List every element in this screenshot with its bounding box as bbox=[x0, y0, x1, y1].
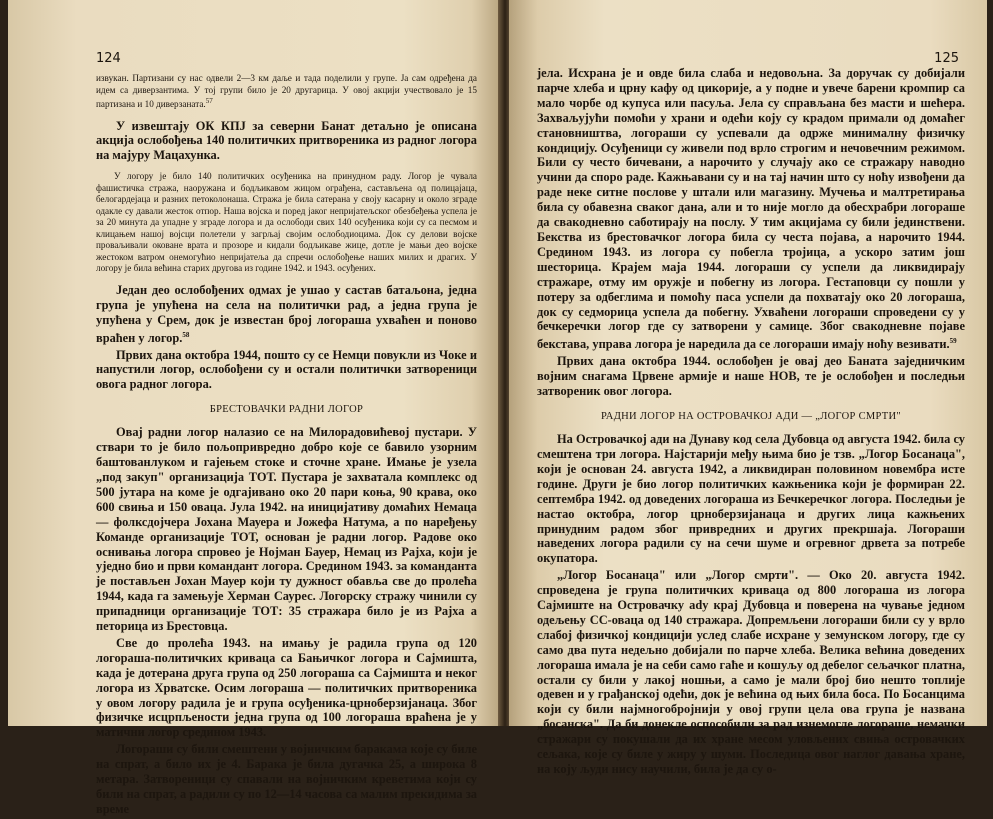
paragraph: Један део ослобођених одмах је ушао у састав батаљона, једна група је упућена на села на политички рад, а једна група је упућена у Срем, док је известан број логораша ухваћен и поново враћен у логор.$^{58}$ bbox=[96, 282, 477, 345]
right-page-text bbox=[537, 66, 965, 779]
paragraph: јела. Исхрана је и овде била слаба и недовољна. За доручак су добијали парче хлеба и црну кафу од цикорије, а у подне и увече барени кромпир са мало чорбе од купуса или пасуља. Јела су справљана без масти и шећера. Захваљујући помоћи у храни и одећи коју су крадом примали од домаћег становништва, логораши су успевали да одрже минималну физичку кондицију. Осуђеници су живели под врло строгим и нечовечним режимом. Били су често бичевани, а нарочито у случају ако се стражару наводно учини да споро раде. Кажњавани су и на тај начин што су ноћу извођени да раде неке ситне послове у штали или магазину. Мучења и малтретирања била су обавезна сваког дана, али и то није могло да обесхрабри логораше да свакодневно саботирају на послу. У тим акцијама су били јединствени. Бекства из брестовачког логора била су честа појава, а нарочито 1944. Средином 1943. из логора су побегла тројица, а ускоро затим још шесторица. Крајем маја 1944. логораши су успели да ликвидирају стражаре, отму им оружје и побегну из логора. Гестаповци су пошли у потеру за одбеглима и помоћу паса успели да похватају око 20 логораша, док су седморица успела да побегну. Ухваћени логораши спроведени су у бечкеречки логор где су затворени у самице. Због свакодневне појаве бекстава, управа логора је наредила да се логораши имају ноћу везивати.$^{59}$ bbox=[537, 66, 965, 352]
footnote-ref: 57 bbox=[205, 97, 213, 105]
block-quote: У логору је било 140 политичких осуђеника на принудном раду. Логор је чувала фашистичка стража, наоружана и бодљикавом жицом ограђена, састављена од полицајаца, белогардејаца и разних петоколонаша. Стража је била сатерана у своју касарну и около зграде одакле су давали жесток отпор. Наша војска и поред јаког непријатељског обезбеђења успела је за 20 минута да упадне у зграде логора и да ослободи свих 140 осуђеника који су са песмом и клицањем нашој војсци полетели у загрљај својим ослободиоцима. Док су делови војске проваљивали оковане врата и прозоре и кидали бодљикаве жице, дотле је мањи део војске жестоком ватром онемогућио непријатеља да спречи ослобођење наших милих и драгих. У логору је била већина старих другова из године 1942. и 1943. осуђених. bbox=[96, 171, 477, 274]
paragraph: Првих дана октобра 1944, пошто су се Немци повукли из Чоке и напустили логор, ослобођени су и остали политички затвореници овога радног логора. bbox=[96, 347, 477, 392]
right-page bbox=[509, 0, 987, 776]
footnote-continuation: извукан. Партизани су нас одвели 2—3 км даље и тада поделили у групе. Ја сам одређена да идем са диверзантима. У тој групи било је 20 другарица. У овој акцији учествовало је 15 партизана и 10 диверзаната.$^{57}$ bbox=[96, 73, 477, 110]
paragraph: У извештају ОК КПЈ за северни Банат детаљно је описана акција ослобођења 140 политичких притвореника из радног логора на мајуру Мацахунка. bbox=[96, 118, 477, 163]
paragraph: Логораши су били смештени у војничким баракама које су биле на спрат, а било их је 4. Барака је била дугачка 25, а широка 8 метара. Затвореници су спавали на војничким креветима који су били на спрат, а радили су по 12—14 часова са малим прекидима за време bbox=[96, 742, 477, 816]
page-number: 125 bbox=[934, 51, 959, 66]
footnote-ref: 59 bbox=[949, 337, 957, 346]
paragraph: Све до пролећа 1943. на имању је радила група од 120 логораша-политичких кривaца са Бањичког логора и Сајмишта, када је дотерана друга група од 250 логораша са Сајмишта и неког логора из Хрватске. Осим логораша — политичких притвореника у овом логору радила је и група осуђеника-црноберзијанаца. Због физичке исцрпљености једна група од 100 логораша враћена је у матични логор средином 1943. bbox=[96, 635, 477, 740]
left-page bbox=[8, 0, 501, 816]
page-number: 124 bbox=[96, 51, 121, 66]
left-page-text bbox=[96, 73, 477, 819]
paragraph: На Островачкој ади на Дунаву код села Дубовца од августа 1942. била су смештена три логора. Најстарији међу њима био је тзв. „Логор Босанаца", који је основан 24. августа 1942, а ликвидиран половином новембра исте године. Други је био логор политичких кажњеника који је формиран 22. септембра 1942. од доведених логораша из Бечкеречког логора. Последњи је настао октобра, логор црноберзијанаца и других лица кажњених принудним радом због привредних и других прекршаја. Логораши наведених логора радили су на сечи шуме и огревног дрвета за потребе окупатора. bbox=[537, 432, 965, 566]
paragraph: Првих дана октобра 1944. ослобођен је овај део Баната заједничким војним снагама Црвене армије и наше НОВ, те је ослобођен и последњи затвореник овог логора. bbox=[537, 354, 965, 399]
paragraph: „Логор Босанаца" или „Логор смрти". — Око 20. августа 1942. спроведена је група политичких кривaца од 800 логораша из логора Сајмиште на Островачку ady крај Дубовца и поверена на чување једном одељењу СС-оваца од 140 стражара. Допремљени логораши били су у врло слабој физичкој кондицији услед слабе исхране у земунском логору, где су само два пута недељно добијали по парче хлеба. Велика већина доведених логораша имала је на себи само гаће и кошуљу од дебелог сељачког платна, остали су били у лакој ношњи, а само је мали број био нешто топлије одевен и у грађанској одећи, док је већина од њих била боса. По Босанцима који су били најмногобројнији у овој групи цела ова група је названа „босанска". Да би донекле оспособили за рад изнемогле логораше, немачки стражари су покушали да их хране месом уловљених свиња островачких сељака, које су биле у жиру у шуми. Последица овог наглог давања хране, на коју људи нису научили, била је да су о- bbox=[537, 568, 965, 776]
footnote-ref: 58 bbox=[182, 330, 190, 339]
section-heading: БРЕСТОВАЧКИ РАДНИ ЛОГОР bbox=[209, 404, 364, 416]
paragraph: Овај радни логор налазио се на Милорадовићевој пустари. У ствари то је било пољопривредно добро које се бавило узорним баштованлуком и гајењем стоке и сточне хране. Имање је узела „под закуп" организација ТОТ. Пустара је захватала комплекс од 500 јутара на коме је одгајивано око 20 пари коња, 90 крава, око 600 свиња и 150 оваца. Јула 1942. на иницијативу домаћих Немаца — фолксдојчера Јохана Мауера и Јожефа Натума, а по наређењу Команде организације ТОТ, основан је радни логор. Радове око оснивања логора спровео је Нојман Бауер, Немац из Рајха, који је уједно био и први командант логора. Средином 1943. за команданта је постављен Јохан Мауер који ту дужност обавља све до пролећа 1944, када га замењује Херман Саурес. Логорску стражу чинили су припадници организације ТОТ: 35 стражара било је из Рајха а петорица из Брестовца. bbox=[96, 425, 477, 634]
section-heading: РАДНИ ЛОГОР НА ОСТРОВАЧКОЈ АДИ — „ЛОГОР СМРТИ" bbox=[601, 411, 901, 423]
